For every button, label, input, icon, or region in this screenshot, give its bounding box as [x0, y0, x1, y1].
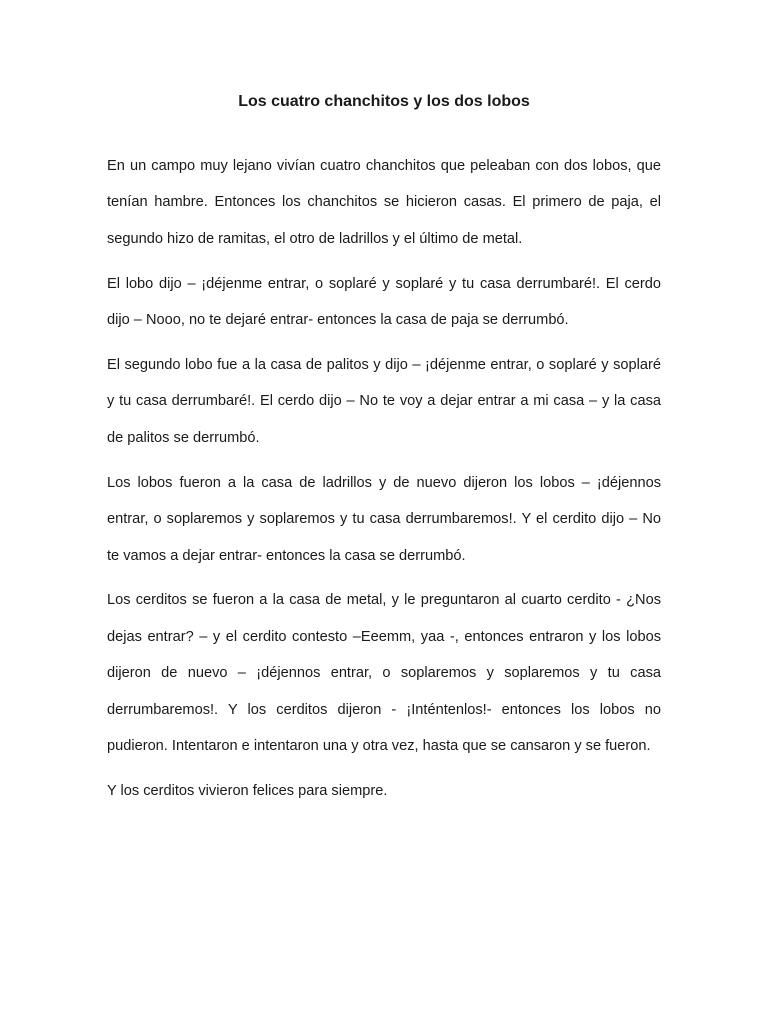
paragraph-5: Los cerditos se fueron a la casa de metal, y le preguntaron al cuarto cerdito - ¿Nos dejas entrar? – y el cerdito contesto –Eeemm, yaa -, entonces entraron y los lobos dijeron de nuevo – ¡déjennos entrar, o soplaremos y soplaremos y tu casa derrumbaremos!. Y los cerditos dijeron - ¡Inténtenlos!- entonces los lobos no pudieron. Intentaron e intentaron una y otra vez, hasta que se cansaron y se fueron.	[107, 592, 661, 755]
document-title: Los cuatro chanchitos y los dos lobos	[238, 93, 530, 110]
paragraph-4: Los lobos fueron a la casa de ladrillos y de nuevo dijeron los lobos – ¡déjennos entrar, o soplaremos y soplaremos y tu casa derrumbaremos!. Y el cerdito dijo – No te vamos a dejar entrar- entonces la casa se derrumbó.	[107, 474, 661, 564]
document-body	[107, 148, 661, 818]
paragraph-3: El segundo lobo fue a la casa de palitos y dijo – ¡déjenme entrar, o soplaré y soplaré y tu casa derrumbaré!. El cerdo dijo – No te voy a dejar entrar a mi casa – y la casa de palitos se derrumbó.	[107, 357, 661, 446]
paragraph-2: El lobo dijo – ¡déjenme entrar, o soplaré y soplaré y tu casa derrumbaré!. El cerdo dijo – Nooo, no te dejaré entrar- entonces la casa de paja se derrumbó.	[107, 275, 661, 329]
paragraph-6: Y los cerditos vivieron felices para siempre.	[107, 783, 388, 799]
paragraph-1: En un campo muy lejano vivían cuatro chanchitos que peleaban con dos lobos, que tenían hambre. Entonces los chanchitos se hicieron casas. El primero de paja, el segundo hizo de ramitas, el otro de ladrillos y el último de metal.	[107, 158, 661, 247]
